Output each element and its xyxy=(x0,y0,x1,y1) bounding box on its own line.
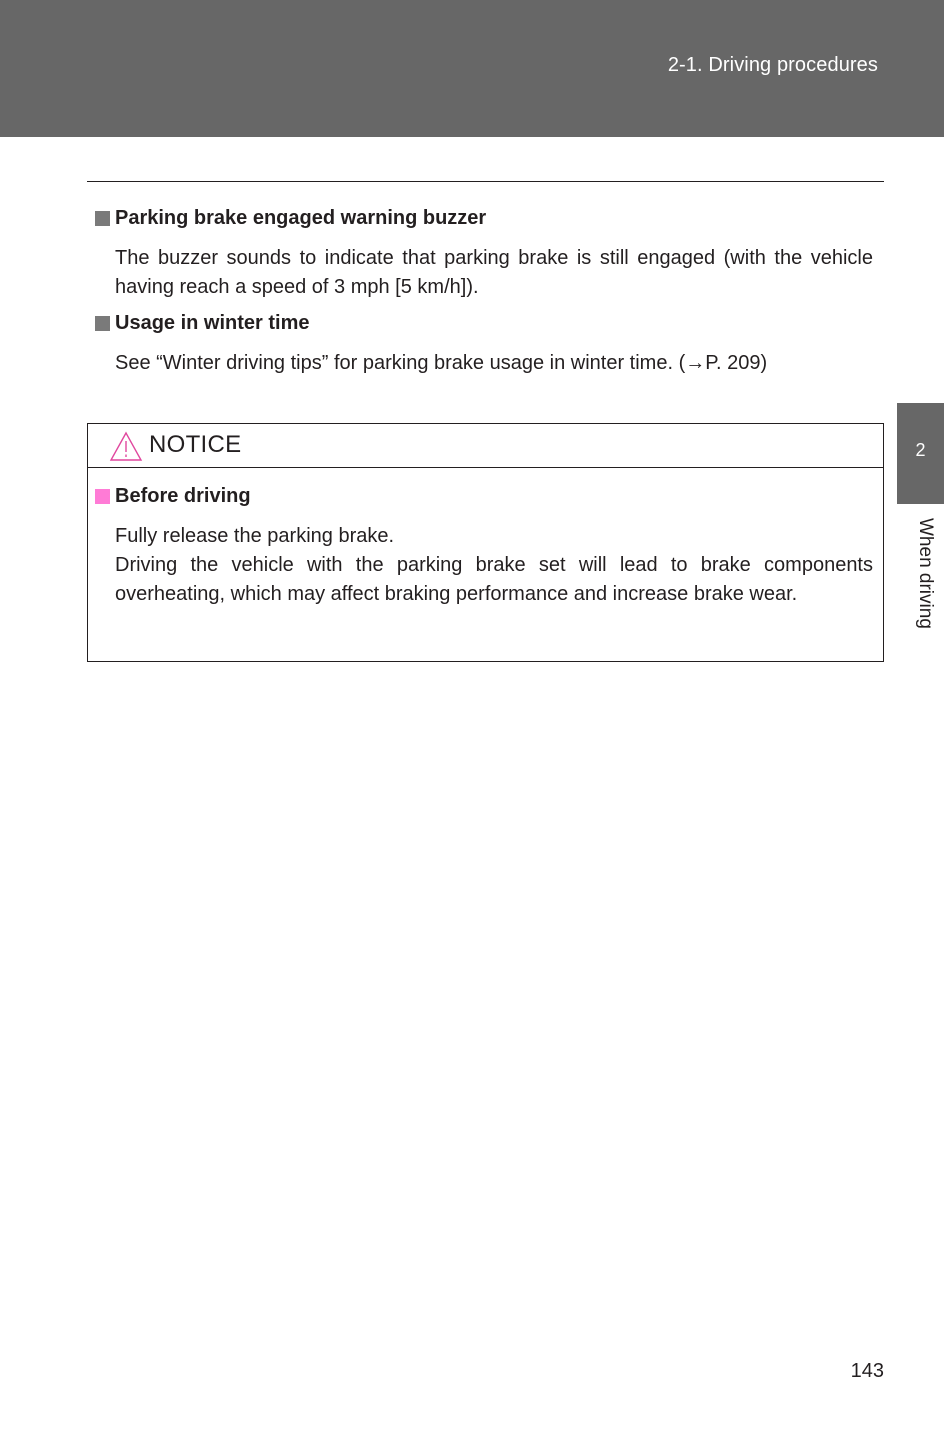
heading-text: Usage in winter time xyxy=(115,312,310,334)
page-number: 143 xyxy=(850,1360,884,1382)
section-title: 2-1. Driving procedures xyxy=(667,54,878,76)
header-band xyxy=(0,0,944,137)
body-text: The buzzer sounds to indicate that parking brake is still engaged (with the vehicle having reach a speed of 3 mph [5 km/h]). xyxy=(115,247,873,298)
section-body-winter-usage xyxy=(115,349,873,378)
body-text: See “Winter driving tips” for parking brake usage in winter time. (→P. 209) xyxy=(115,352,768,374)
notice-heading-before-driving xyxy=(95,485,251,508)
section-body-parking-brake-buzzer xyxy=(115,244,873,302)
notice-body xyxy=(115,522,873,609)
section-heading-parking-brake-buzzer xyxy=(95,207,486,230)
warning-triangle-icon xyxy=(109,431,143,462)
heading-text: Parking brake engaged warning buzzer xyxy=(115,207,487,229)
notice-label: NOTICE xyxy=(149,431,242,458)
chapter-number: 2 xyxy=(915,440,926,460)
gray-square-bullet-icon xyxy=(95,211,110,226)
top-rule xyxy=(87,181,884,182)
chapter-tab xyxy=(897,403,944,504)
chapter-side-label: When driving xyxy=(915,518,936,629)
notice-line: Fully release the parking brake. xyxy=(115,525,395,547)
heading-text: Before driving xyxy=(115,485,251,507)
notice-line: Driving the vehicle with the parking brake set will lead to brake components overheating, which may affect braking performance and increase brake wear. xyxy=(115,554,873,605)
pink-square-bullet-icon xyxy=(95,489,110,504)
gray-square-bullet-icon xyxy=(95,316,110,331)
notice-divider xyxy=(88,467,883,468)
section-heading-winter-usage xyxy=(95,312,310,335)
